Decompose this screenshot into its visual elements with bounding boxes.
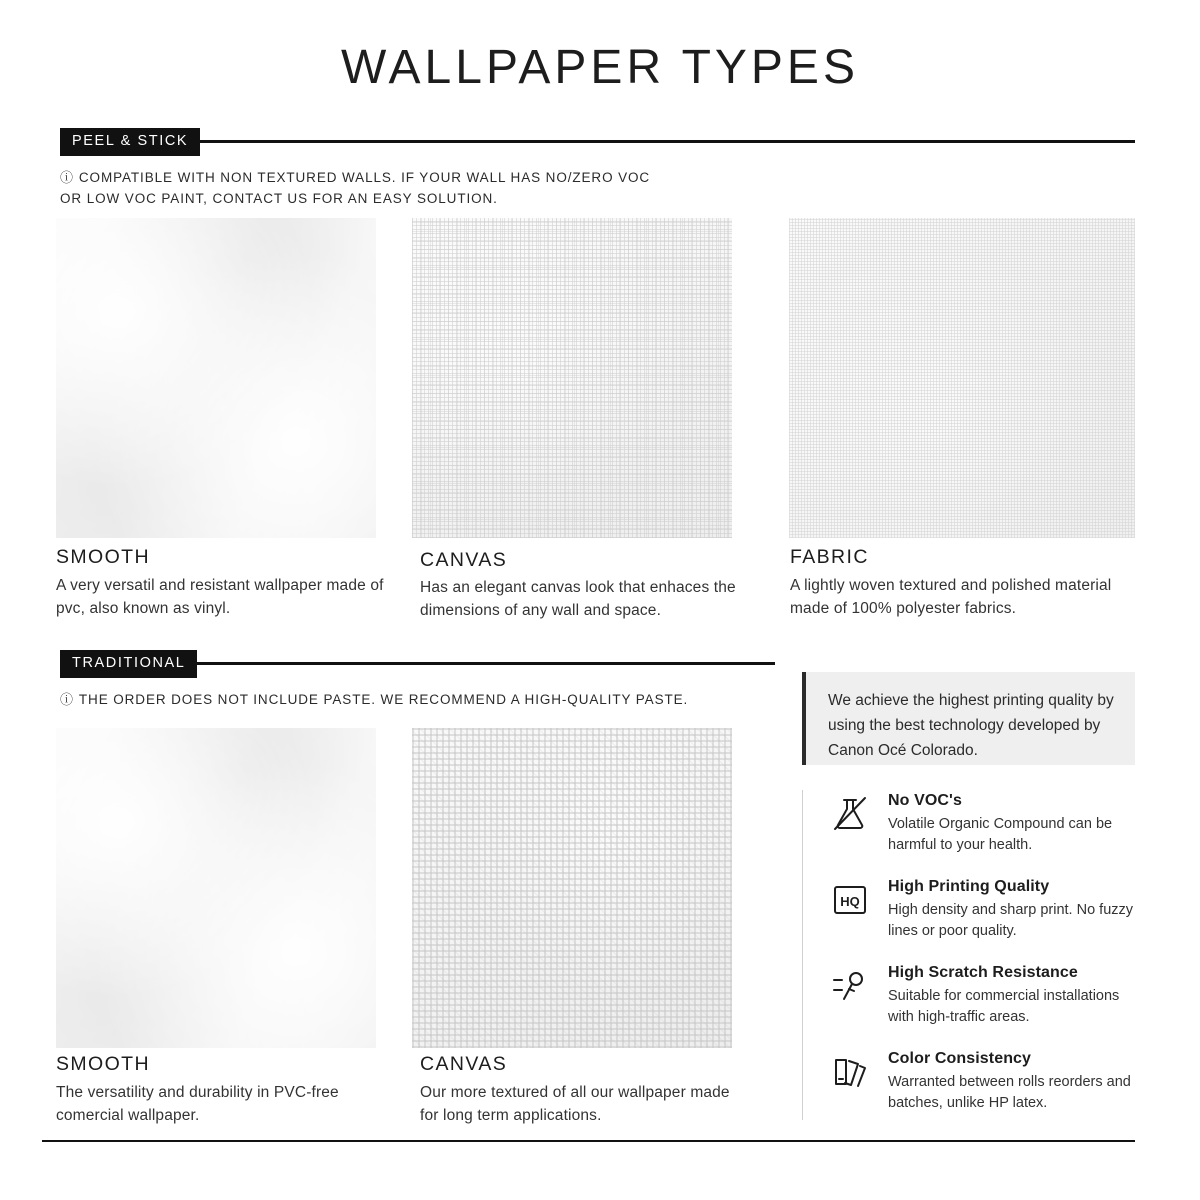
scratch-resistance-icon <box>830 966 870 1006</box>
section-note-text: COMPATIBLE WITH NON TEXTURED WALLS. IF YOUR WALL HAS NO/ZERO VOC OR LOW VOC PAINT, CONTACT US FOR AN EASY SOLUTION. <box>60 170 651 206</box>
feature-body: Volatile Organic Compound can be harmful to your health. <box>888 816 1113 853</box>
swatch-title-traditional-smooth: SMOOTH <box>56 1053 150 1075</box>
swatch-desc-peel-canvas: Has an elegant canvas look that enhaces the dimensions of any wall and space. <box>420 579 736 620</box>
info-circle-icon: ⓘ <box>60 692 74 707</box>
swatch-desc-peel-fabric: A lightly woven textured and polished material made of 100% polyester fabrics. <box>790 577 1112 618</box>
swatch-desc-traditional-smooth: The versatility and durability in PVC-free comercial wallpaper. <box>56 1084 339 1125</box>
hq-badge-icon <box>830 880 870 920</box>
info-circle-icon: ⓘ <box>60 170 74 185</box>
section-header-peel-and-stick <box>60 128 1135 156</box>
swatch-traditional-canvas <box>412 728 732 1048</box>
swatch-peel-canvas <box>412 218 732 538</box>
feature-body: High density and sharp print. No fuzzy lines or poor quality. <box>888 902 1134 939</box>
feature-title: Color Consistency <box>888 1050 1032 1067</box>
swatch-title-peel-canvas: CANVAS <box>420 549 508 571</box>
feature-body: Warranted between rolls reorders and batches, unlike HP latex. <box>888 1074 1131 1111</box>
color-swatch-icon <box>830 1052 870 1092</box>
swatch-title-traditional-canvas: CANVAS <box>420 1053 508 1075</box>
swatch-title-peel-fabric: FABRIC <box>790 546 869 568</box>
swatch-desc-traditional-canvas: Our more textured of all our wallpaper made for long term applications. <box>420 1084 730 1125</box>
section-tag-peel-and-stick: PEEL & STICK <box>60 128 200 156</box>
swatch-title-peel-smooth: SMOOTH <box>56 546 150 568</box>
svg-text:HQ: HQ <box>840 894 860 909</box>
page-title: WALLPAPER TYPES <box>341 41 859 94</box>
section-header-traditional <box>60 650 775 678</box>
quote-text: We achieve the highest printing quality by using the best technology developed by Canon Océ Colorado. <box>828 692 1114 760</box>
feature-body: Suitable for commercial installations with high-traffic areas. <box>888 988 1120 1025</box>
features-divider <box>802 790 803 1120</box>
section-rule <box>200 140 1135 143</box>
swatch-peel-fabric <box>789 218 1135 538</box>
swatch-desc-peel-smooth: A very versatil and resistant wallpaper made of pvc, also known as vinyl. <box>56 577 384 618</box>
feature-title: No VOC's <box>888 792 962 809</box>
footer-rule <box>42 1140 1135 1142</box>
swatch-traditional-smooth <box>56 728 376 1048</box>
section-note-traditional <box>60 690 760 711</box>
section-rule <box>197 662 775 665</box>
section-note-peel-and-stick <box>60 168 660 210</box>
section-tag-traditional: TRADITIONAL <box>60 650 197 678</box>
section-note-text: THE ORDER DOES NOT INCLUDE PASTE. WE RECOMMEND A HIGH-QUALITY PASTE. <box>78 692 689 707</box>
swatch-peel-smooth <box>56 218 376 538</box>
flask-no-voc-icon <box>830 794 870 834</box>
quote-accent-bar <box>802 672 806 765</box>
feature-title: High Printing Quality <box>888 878 1050 895</box>
feature-title: High Scratch Resistance <box>888 964 1078 981</box>
